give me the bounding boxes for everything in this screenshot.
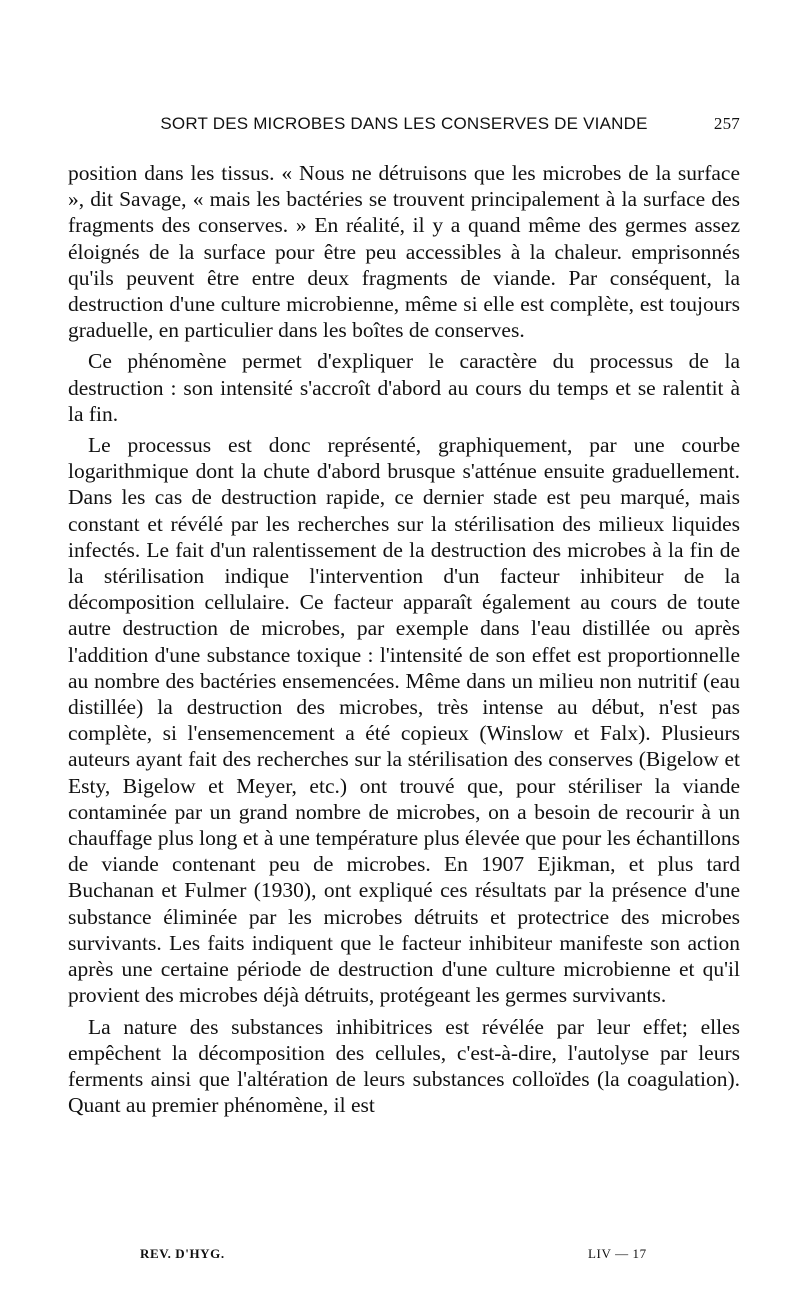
running-head	[68, 114, 740, 142]
running-title: SORT DES MICROBES DANS LES CONSERVES DE VIANDE	[160, 114, 648, 133]
journal-signature: REV. D'HYG.	[140, 1246, 225, 1261]
volume-signature: LIV — 17	[588, 1246, 647, 1261]
paragraph: Ce phénomène permet d'expliquer le caractère du processus de la destruction : son intensité s'accroît d'abord au cours du temps et se ralentit à la fin.	[68, 349, 740, 426]
page-footer	[140, 1246, 670, 1268]
page-number: 257	[713, 114, 740, 133]
paragraph: La nature des substances inhibitrices est révélée par leur effet; elles empêchent la décomposition des cellules, c'est-à-dire, l'autolyse par leurs ferments ainsi que l'altération de leurs substances colloïdes (la coagulation). Quant au premier phénomène, il est	[68, 1014, 740, 1118]
body-text	[68, 160, 740, 1123]
paragraph: Le processus est donc représenté, graphiquement, par une courbe logarithmique dont la chute d'abord brusque s'atténue ensuite graduellement. Dans les cas de destruction rapide, ce dernier stade est peu marqué, mais constant et révélé par les recherches sur la stérilisation des milieux liquides infectés. Le fait d'un ralentissement de la destruction des microbes à la fin de la stérilisation indique l'intervention d'un facteur inhibiteur de la décomposition cellulaire. Ce facteur apparaît également au cours de toute autre destruction de microbes, par exemple dans l'eau distillée ou après l'addition d'une substance toxique : l'intensité de son effet est proportionnelle au nombre des bactéries ensemencées. Même dans un milieu non nutritif (eau distillée) la destruction des microbes, très intense au début, n'est pas complète, si l'ensemencement a été copieux (Winslow et Falx). Plusieurs auteurs ayant fait des recherches sur la stérilisation des conserves (Bigelow et Esty, Bigelow et Meyer, etc.) ont trouvé que, pour stériliser la viande contaminée par un grand nombre de microbes, on a besoin de recourir à un chauffage plus long et à une température plus élevée que pour les échantillons de viande contenant peu de microbes. En 1907 Ejikman, et plus tard Buchanan et Fulmer (1930), ont expliqué ces résultats par la présence d'une substance éliminée par les microbes détruits et protectrice des microbes survivants. Les faits indiquent que le facteur inhibiteur manifeste son action après une certaine période de destruction d'une culture microbienne et qu'il provient des microbes déjà détruits, protégeant les germes survivants.	[68, 433, 740, 1008]
paragraph-continuation: position dans les tissus. « Nous ne détruisons que les microbes de la surface », dit Savage, « mais les bactéries se trouvent principalement à la surface des fragments des conserves. » En réalité, il y a quand même des germes assez éloignés de la surface pour être peu accessibles à la chaleur. emprisonnés qu'ils peuvent être entre deux fragments de viande. Par conséquent, la destruction d'une culture microbienne, même si elle est complète, est toujours graduelle, en particulier dans les boîtes de conserves.	[68, 161, 740, 343]
